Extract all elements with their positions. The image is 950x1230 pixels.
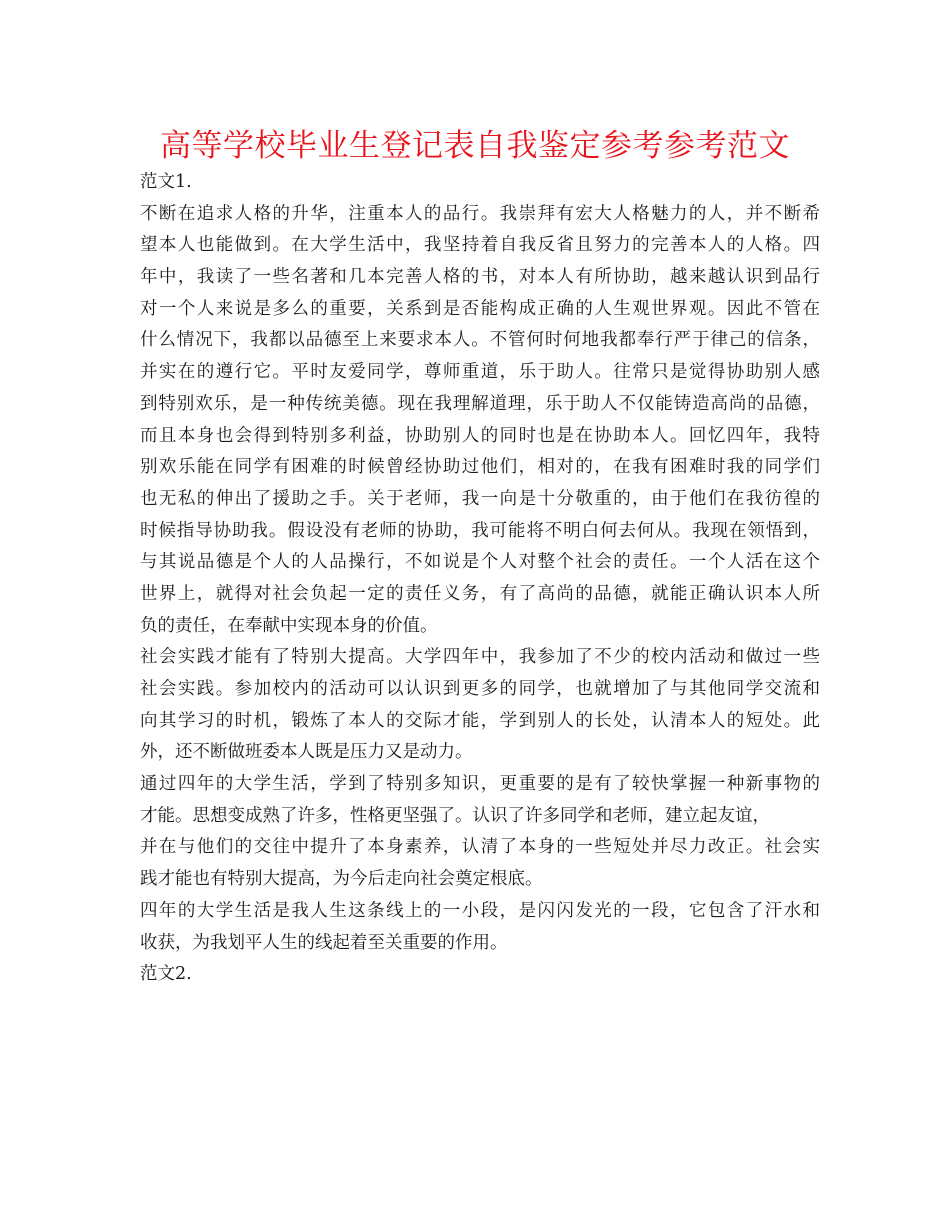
text-line: 通过四年的大学生活，学到了特别多知识，更重要的是有了较快掌握一种新事物的 bbox=[140, 774, 820, 795]
text-line: 并在与他们的交往中提升了本身素养，认清了本身的一些短处并尽力改正。社会实 bbox=[140, 837, 820, 858]
text-line: 社会实践才能有了特别大提高。大学四年中，我参加了不少的校内活动和做过一些 bbox=[140, 647, 820, 668]
text-line: 并实在的遵行它。平时友爱同学，尊师重道，乐于助人。往常只是觉得协助别人感 bbox=[140, 362, 820, 383]
text-line: 外，还不断做班委本人既是压力又是动力。 bbox=[140, 742, 473, 763]
text-line: 什么情况下，我都以品德至上来要求本人。不管何时何地我都奉行严于律己的信条， bbox=[140, 330, 820, 351]
text-line: 到特别欢乐，是一种传统美德。现在我理解道理，乐于助人不仅能铸造高尚的品德， bbox=[140, 393, 820, 414]
text-line: 范文1. bbox=[140, 172, 192, 192]
text-line: 而且本身也会得到特别多利益，协助别人的同时也是在协助本人。回忆四年，我特 bbox=[140, 425, 820, 446]
text-line: 践才能也有特别大提高，为今后走向社会奠定根底。 bbox=[140, 869, 543, 890]
text-line: 时候指导协助我。假设没有老师的协助，我可能将不明白何去何从。我现在领悟到， bbox=[140, 520, 820, 541]
text-line: 负的责任，在奉献中实现本身的价值。 bbox=[140, 615, 438, 636]
text-line: 社会实践。参加校内的活动可以认识到更多的同学，也就增加了与其他同学交流和 bbox=[140, 679, 820, 699]
text-line: 别欢乐能在同学有困难的时候曾经协助过他们，相对的，在我有困难时我的同学们 bbox=[140, 457, 820, 478]
text-line: 四年的大学生活是我人生这条线上的一小段，是闪闪发光的一段，它包含了汗水和 bbox=[140, 900, 820, 921]
text-line: 年中，我读了一些名著和几本完善人格的书，对本人有所协助，越来越认识到品行 bbox=[140, 267, 820, 288]
text-line: 收获，为我划平人生的线起着至关重要的作用。 bbox=[140, 932, 508, 953]
text-line: 向其学习的时机，锻炼了本人的交际才能，学到别人的长处，认清本人的短处。此 bbox=[140, 710, 820, 731]
document-title: 高等学校毕业生登记表自我鉴定参考参考范文 bbox=[160, 128, 790, 164]
document-body bbox=[140, 167, 820, 991]
text-line: 范文2. bbox=[140, 964, 192, 985]
text-line: 世界上，就得对社会负起一定的责任义务，有了高尚的品德，就能正确认识本人所 bbox=[140, 583, 820, 604]
text-line: 才能。思想变成熟了许多，性格更坚强了。认识了许多同学和老师，建立起友谊， bbox=[140, 805, 770, 826]
text-line: 望本人也能做到。在大学生活中，我坚持着自我反省且努力的完善本人的人格。四 bbox=[140, 235, 820, 256]
text-line: 对一个人来说是多么的重要，关系到是否能构成正确的人生观世界观。因此不管在 bbox=[140, 298, 820, 319]
text-line: 与其说品德是个人的人品操行，不如说是个人对整个社会的责任。一个人活在这个 bbox=[140, 552, 820, 573]
text-line: 也无私的伸出了援助之手。关于老师，我一向是十分敬重的，由于他们在我彷徨的 bbox=[140, 488, 820, 509]
text-line: 不断在追求人格的升华，注重本人的品行。我崇拜有宏大人格魅力的人，并不断希 bbox=[140, 203, 820, 224]
